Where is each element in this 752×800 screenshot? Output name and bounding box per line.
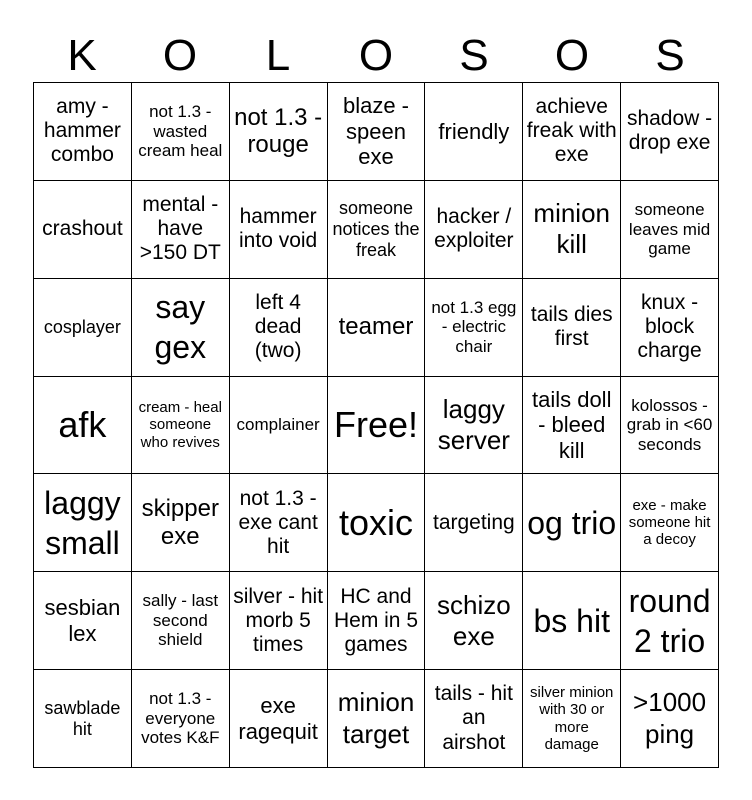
- bingo-cell[interactable]: [230, 279, 328, 377]
- header-letter: S: [655, 31, 685, 80]
- cell-text: silver minion with 30 or more damage: [530, 684, 614, 753]
- bingo-cell[interactable]: [34, 83, 132, 181]
- bingo-cell[interactable]: [132, 279, 230, 377]
- cell-text: teamer: [338, 313, 414, 341]
- header-letter: L: [265, 31, 291, 80]
- header-letter: K: [67, 31, 97, 80]
- cell-text: exe - make someone hit a decoy: [628, 496, 711, 549]
- bingo-cell[interactable]: [523, 83, 621, 181]
- bingo-cell[interactable]: [425, 474, 523, 572]
- bingo-cell[interactable]: [328, 181, 426, 279]
- cell-text: silver - hit morb 5 times: [233, 584, 324, 656]
- cell-text: hammer into void: [239, 205, 318, 253]
- cell-text: >1000 ping: [633, 687, 707, 749]
- bingo-cell[interactable]: [621, 670, 719, 768]
- cell-text: bs hit: [533, 602, 610, 639]
- cell-text: round 2 trio: [628, 582, 711, 659]
- bingo-cell[interactable]: [230, 572, 328, 670]
- bingo-cell[interactable]: [621, 279, 719, 377]
- bingo-grid: [33, 82, 719, 768]
- bingo-cell[interactable]: [132, 670, 230, 768]
- bingo-cell[interactable]: [523, 572, 621, 670]
- bingo-cell[interactable]: [328, 83, 426, 181]
- cell-text: mental - have >150 DT: [139, 193, 221, 265]
- bingo-cell[interactable]: [523, 670, 621, 768]
- bingo-cell[interactable]: [230, 83, 328, 181]
- bingo-cell[interactable]: [523, 377, 621, 475]
- bingo-cell[interactable]: [621, 83, 719, 181]
- header-letter: O: [554, 31, 590, 80]
- cell-text: someone leaves mid game: [628, 199, 711, 259]
- cell-text: say gex: [154, 289, 207, 366]
- bingo-cell[interactable]: [621, 377, 719, 475]
- cell-text: not 1.3 - rouge: [234, 103, 323, 159]
- cell-text: someone notices the freak: [332, 198, 420, 260]
- bingo-header: [33, 30, 719, 82]
- cell-text: hacker / exploiter: [434, 205, 514, 253]
- header-letter: O: [162, 31, 198, 80]
- bingo-cell[interactable]: [425, 377, 523, 475]
- cell-text: afk: [58, 404, 107, 446]
- cell-text: not 1.3 - everyone votes K&F: [141, 689, 220, 748]
- cell-text: amy - hammer combo: [43, 95, 121, 167]
- cell-text: not 1.3 - exe cant hit: [238, 486, 318, 558]
- cell-text: og trio: [527, 504, 617, 541]
- cell-text: cream - heal someone who revives: [138, 399, 222, 451]
- bingo-cell[interactable]: [34, 181, 132, 279]
- bingo-cell[interactable]: [621, 572, 719, 670]
- cell-text: knux - block charge: [637, 290, 702, 363]
- cell-text: laggy small: [44, 484, 121, 561]
- bingo-cell[interactable]: [425, 279, 523, 377]
- bingo-cell[interactable]: [621, 181, 719, 279]
- cell-text: friendly: [438, 118, 510, 144]
- bingo-cell[interactable]: [425, 83, 523, 181]
- header-letter: S: [459, 31, 489, 80]
- bingo-cell[interactable]: [132, 181, 230, 279]
- bingo-cell[interactable]: [425, 670, 523, 768]
- bingo-cell[interactable]: [523, 474, 621, 572]
- cell-text: shadow - drop exe: [626, 107, 713, 155]
- bingo-cell[interactable]: [230, 181, 328, 279]
- cell-text: skipper exe: [141, 495, 219, 550]
- bingo-cell[interactable]: [328, 279, 426, 377]
- bingo-cell[interactable]: [132, 572, 230, 670]
- cell-text: laggy server: [437, 393, 510, 455]
- cell-text: achieve freak with exe: [526, 95, 617, 167]
- bingo-cell[interactable]: [328, 377, 426, 475]
- bingo-cell[interactable]: [328, 572, 426, 670]
- cell-text: complainer: [236, 415, 320, 435]
- bingo-cell[interactable]: [34, 279, 132, 377]
- bingo-cell[interactable]: [132, 83, 230, 181]
- header-letter: O: [358, 31, 394, 80]
- cell-text: blaze - speen exe: [342, 93, 410, 170]
- cell-text: kolossos - grab in <60 seconds: [626, 395, 713, 454]
- bingo-cell[interactable]: [523, 181, 621, 279]
- bingo-cell[interactable]: [621, 474, 719, 572]
- cell-text: sally - last second shield: [142, 591, 219, 650]
- cell-text: left 4 dead (two): [254, 290, 302, 363]
- bingo-cell[interactable]: [34, 377, 132, 475]
- bingo-cell[interactable]: [328, 474, 426, 572]
- bingo-cell[interactable]: [425, 572, 523, 670]
- cell-text: HC and Hem in 5 games: [333, 584, 418, 656]
- cell-text: tails - hit an airshot: [434, 682, 513, 754]
- bingo-cell[interactable]: [523, 279, 621, 377]
- bingo-cell[interactable]: [34, 474, 132, 572]
- cell-text: exe ragequit: [238, 693, 318, 744]
- bingo-cell[interactable]: [34, 670, 132, 768]
- cell-text: sesbian lex: [44, 595, 121, 646]
- cell-text: schizo exe: [437, 589, 511, 651]
- bingo-cell[interactable]: [425, 181, 523, 279]
- bingo-cell[interactable]: [230, 377, 328, 475]
- cell-text: sawblade hit: [44, 697, 121, 739]
- bingo-cell[interactable]: [230, 670, 328, 768]
- bingo-cell[interactable]: [132, 474, 230, 572]
- cell-text: not 1.3 - wasted cream heal: [138, 102, 223, 161]
- cell-text: minion kill: [533, 198, 610, 260]
- cell-text: Free!: [333, 404, 418, 446]
- cell-text: cosplayer: [43, 316, 121, 337]
- bingo-cell[interactable]: [328, 670, 426, 768]
- bingo-cell[interactable]: [230, 474, 328, 572]
- cell-text: tails dies first: [530, 302, 613, 351]
- cell-text: minion target: [337, 687, 415, 749]
- bingo-cell[interactable]: [34, 572, 132, 670]
- cell-text: toxic: [338, 502, 413, 544]
- bingo-cell[interactable]: [132, 377, 230, 475]
- cell-text: tails doll - bleed kill: [531, 387, 612, 463]
- cell-text: crashout: [42, 217, 123, 241]
- cell-text: not 1.3 egg - electric chair: [431, 297, 517, 356]
- cell-text: targeting: [432, 510, 515, 534]
